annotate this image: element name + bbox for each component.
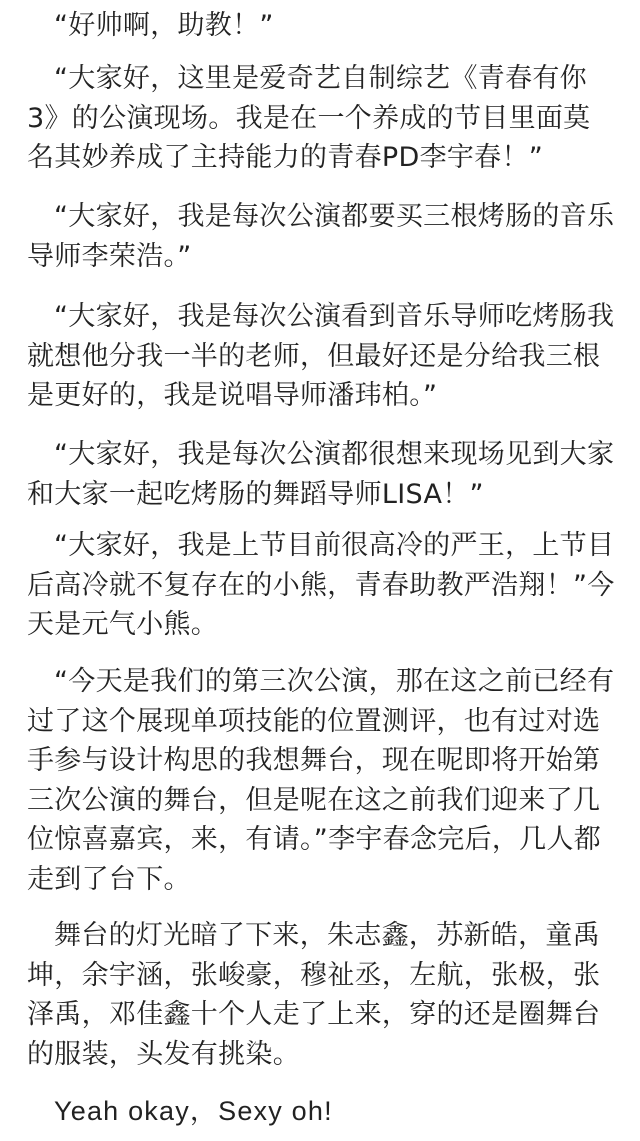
paragraph-2: “大家好，这里是爱奇艺自制综艺《青春有你3》的公演现场。我是在一个养成的节目里面莫名其妙养成了主持能力的青春PD李宇春！”: [27, 63, 591, 173]
paragraph-8: 舞台的灯光暗了下来，朱志鑫，苏新皓，童禹坤，余宇涵，张峻豪，穆祉丞，左航，张极，张泽禹，邓佳鑫十个人走了上来，穿的还是圈舞台的服装，头发有挑染。: [27, 920, 601, 1070]
paragraph-9: Yeah okay，Sexy oh!: [54, 1096, 333, 1126]
paragraph-3: “大家好，我是每次公演都要买三根烤肠的音乐导师李荣浩。”: [27, 201, 615, 272]
paragraph-1: “好帅啊，助教！”: [54, 10, 274, 41]
paragraph-5: “大家好，我是每次公演都很想来现场见到大家和大家一起吃烤肠的舞蹈导师LISA！”: [27, 439, 615, 510]
paragraph-6: “大家好，我是上节目前很高冷的严王，上节目后高冷就不复存在的小熊，青春助教严浩翔！”今天是元气小熊。: [27, 530, 615, 640]
paragraph-7: “今天是我们的第三次公演，那在这之前已经有过了这个展现单项技能的位置测评，也有过对选手参与设计构思的我想舞台，现在呢即将开始第三次公演的舞台，但是呢在这之前我们迎来了几位惊喜嘉宾，来，有请。”李宇春念完后，几人都走到了台下。: [27, 666, 615, 895]
paragraph-4: “大家好，我是每次公演看到音乐导师吃烤肠我就想他分我一半的老师，但最好还是分给我三根是更好的，我是说唱导师潘玮柏。”: [27, 301, 615, 411]
